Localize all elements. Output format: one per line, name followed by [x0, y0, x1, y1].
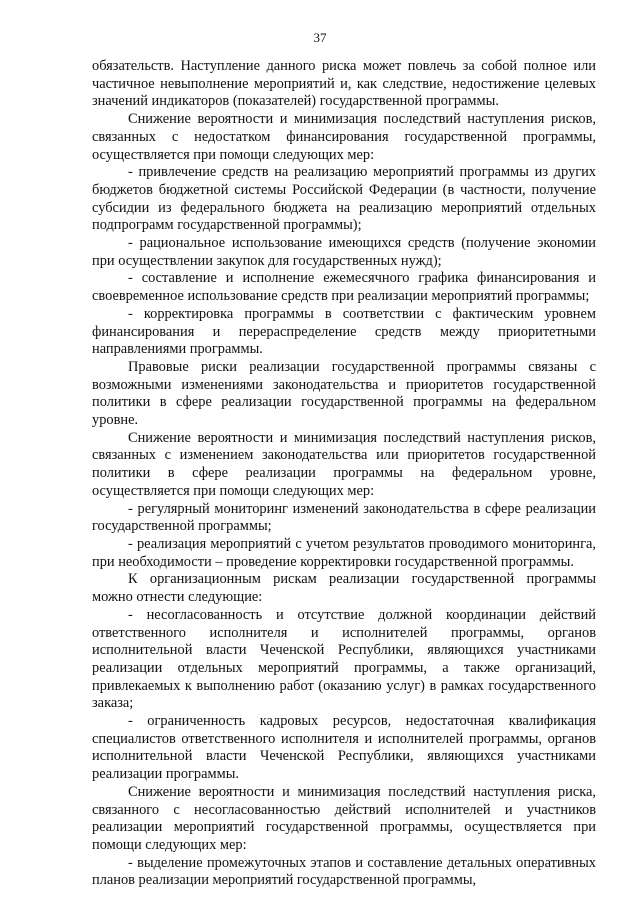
- list-item: - ограниченность кадровых ресурсов, недостаточная квалификация специалистов ответственного исполнителя и исполнителей программы, органов исполнительной власти Чеченской Республики, являющихся участниками реализации программы.: [92, 713, 596, 783]
- list-item: - регулярный мониторинг изменений законодательства в сфере реализации государственной программы;: [92, 500, 596, 535]
- paragraph: обязательств. Наступление данного риска может повлечь за собой полное или частичное невыполнение мероприятий и, как следствие, недостижение целевых значений индикаторов (показателей) государственной программы.: [92, 58, 596, 110]
- paragraph: К организационным рискам реализации государственной программы можно отнести следующие:: [92, 571, 596, 606]
- document-body: [92, 58, 596, 890]
- list-item: - выделение промежуточных этапов и составление детальных оперативных планов реализации мероприятий государственной программы,: [92, 854, 596, 889]
- paragraph: Снижение вероятности и минимизация последствий наступления рисков, связанных с недостатком финансирования государственной программы, осуществляется при помощи следующих мер:: [92, 111, 596, 163]
- list-item: - рациональное использование имеющихся средств (получение экономии при осуществлении закупок для государственных нужд);: [92, 235, 596, 269]
- list-item: - несогласованность и отсутствие должной координации действий ответственного исполнителя и исполнителей программы, органов исполнительной власти Чеченской Республики, являющихся участниками реализации отдельных мероприятий программы, а также организаций, привлекаемых к выполнению работ (оказанию услуг) в рамках государственного заказа;: [92, 606, 596, 712]
- page-number: 37: [313, 30, 327, 45]
- list-item: - реализация мероприятий с учетом результатов проводимого мониторинга, при необходимости – проведение корректировки государственной программы.: [92, 535, 596, 570]
- paragraph: Снижение вероятности и минимизация последствий наступления риска, связанного с несогласованностью действий исполнителей и участников реализации мероприятий государственной программы, осуществляется при помощи следующих мер:: [92, 783, 596, 853]
- paragraph: Правовые риски реализации государственной программы связаны с возможными изменениями законодательства и приоритетов государственной политики в сфере реализации государственной программы на федеральном уровне.: [92, 358, 596, 429]
- paragraph: Снижение вероятности и минимизация последствий наступления рисков, связанных с изменением законодательства или приоритетов государственной политики в сфере реализации программы на федеральном уровне, осуществляется при помощи следующих мер:: [92, 429, 596, 499]
- list-item: - привлечение средств на реализацию мероприятий программы из других бюджетов бюджетной системы Российской Федерации (в частности, получение субсидии из федерального бюджета на реализацию мероприятий отдельных подпрограмм государственной программы);: [92, 164, 596, 234]
- list-item: - корректировка программы в соответствии с фактическим уровнем финансирования и перераспределение средств между приоритетными направлениями программы.: [92, 305, 596, 358]
- list-item: - составление и исполнение ежемесячного графика финансирования и своевременное использование средств при реализации мероприятий программы;: [92, 270, 596, 305]
